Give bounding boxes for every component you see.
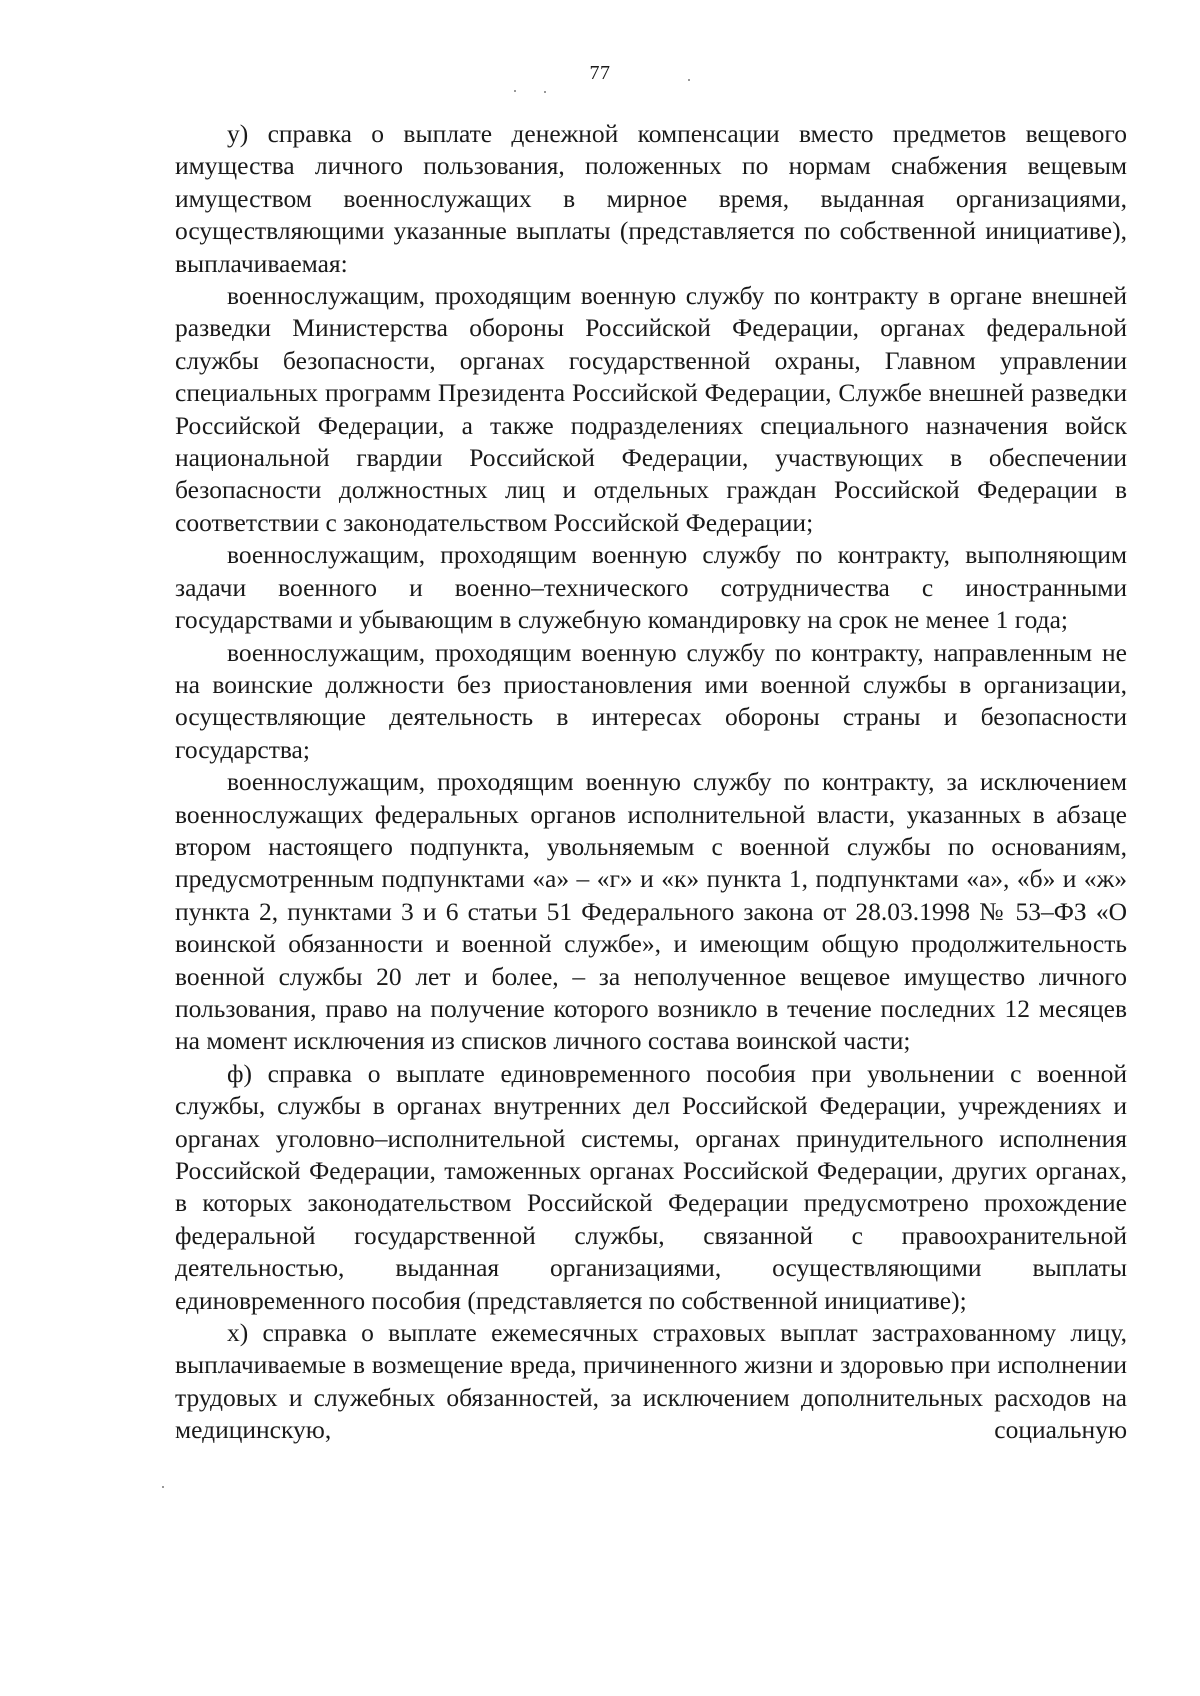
scan-speck [162,1486,164,1488]
scan-speck [688,79,690,81]
paragraph-kh: х) справка о выплате ежемесячных страховых выплат застрахованному лицу, выплачиваемые в возмещение вреда, причиненного жизни и здоровью при исполнении трудовых и служебных обязанностей, за исключением дополнительных расходов на медицинскую, социальную [175,1318,1127,1445]
paragraph-u: у) справка о выплате денежной компенсации вместо предметов вещевого имущества личного пользования, положенных по нормам снабжения вещевым имуществом военнослужащих в мирное время, выданная организациями, осуществляющими указанные выплаты (представляется по собственной инициативе), выплачиваемая: [175,119,1127,278]
scan-speck [514,90,516,92]
paragraph-f: ф) справка о выплате единовременного пособия при увольнении с военной службы, службы в органах внутренних дел Российской Федерации, учреждениях и органах уголовно–исполнительной системы, органах принудительного исполнения Российской Федерации, таможенных органах Российской Федерации, других органах, в которых законодательством Российской Федерации предусмотрено прохождение федеральной государственной службы, связанной с правоохранительной деятельностью, выданная организациями, осуществляющими выплаты единовременного пособия (представляется по собственной инициативе); [175,1058,1127,1315]
paragraph-foreign-intelligence-military: военнослужащим, проходящим военную службу по контракту в органе внешней разведки Министерства обороны Российской Федерации, органах федеральной службы безопасности, органах государственной охраны, Главном управлении специальных программ Президента Российской Федерации, Службе внешней разведки Российской Федерации, а также подразделениях специального назначения войск национальной гвардии Российской Федерации, участвующих в обеспечении безопасности должностных лиц и отдельных граждан Российской Федерации в соответствии с законодательством Российской Федерации; [175,281,1127,537]
document-body [175,118,1127,1447]
scan-speck [544,91,546,93]
paragraph-military-technical-cooperation: военнослужащим, проходящим военную службу по контракту, выполняющим задачи военного и военно–технического сотрудничества с иностранными государствами и убывающим в служебную командировку на срок не менее 1 года; [175,540,1127,635]
page-number: 77 [589,62,611,84]
paragraph-seconded-personnel: военнослужащим, проходящим военную службу по контракту, направленным не на воинские должности без приостановления ими военной службы в организации, осуществляющие деятельность в интересах обороны страны и безопасности государства; [175,637,1127,764]
paragraph-dismissed-personnel: военнослужащим, проходящим военную службу по контракту, за исключением военнослужащих федеральных органов исполнительной власти, указанных в абзаце втором настоящего подпункта, увольняемым с военной службы по основаниям, предусмотренным подпунктами «а» – «г» и «к» пункта 1, подпунктами «а», «б» и «ж» пункта 2, пунктами 3 и 6 статьи 51 Федерального закона от 28.03.1998 № 53–ФЗ «О воинской обязанности и военной службе», и имеющим общую продолжительность военной службы 20 лет и более, – за неполученное вещевое имущество личного пользования, право на получение которого возникло в течение последних 12 месяцев на момент исключения из списков личного состава воинской части; [175,767,1127,1056]
